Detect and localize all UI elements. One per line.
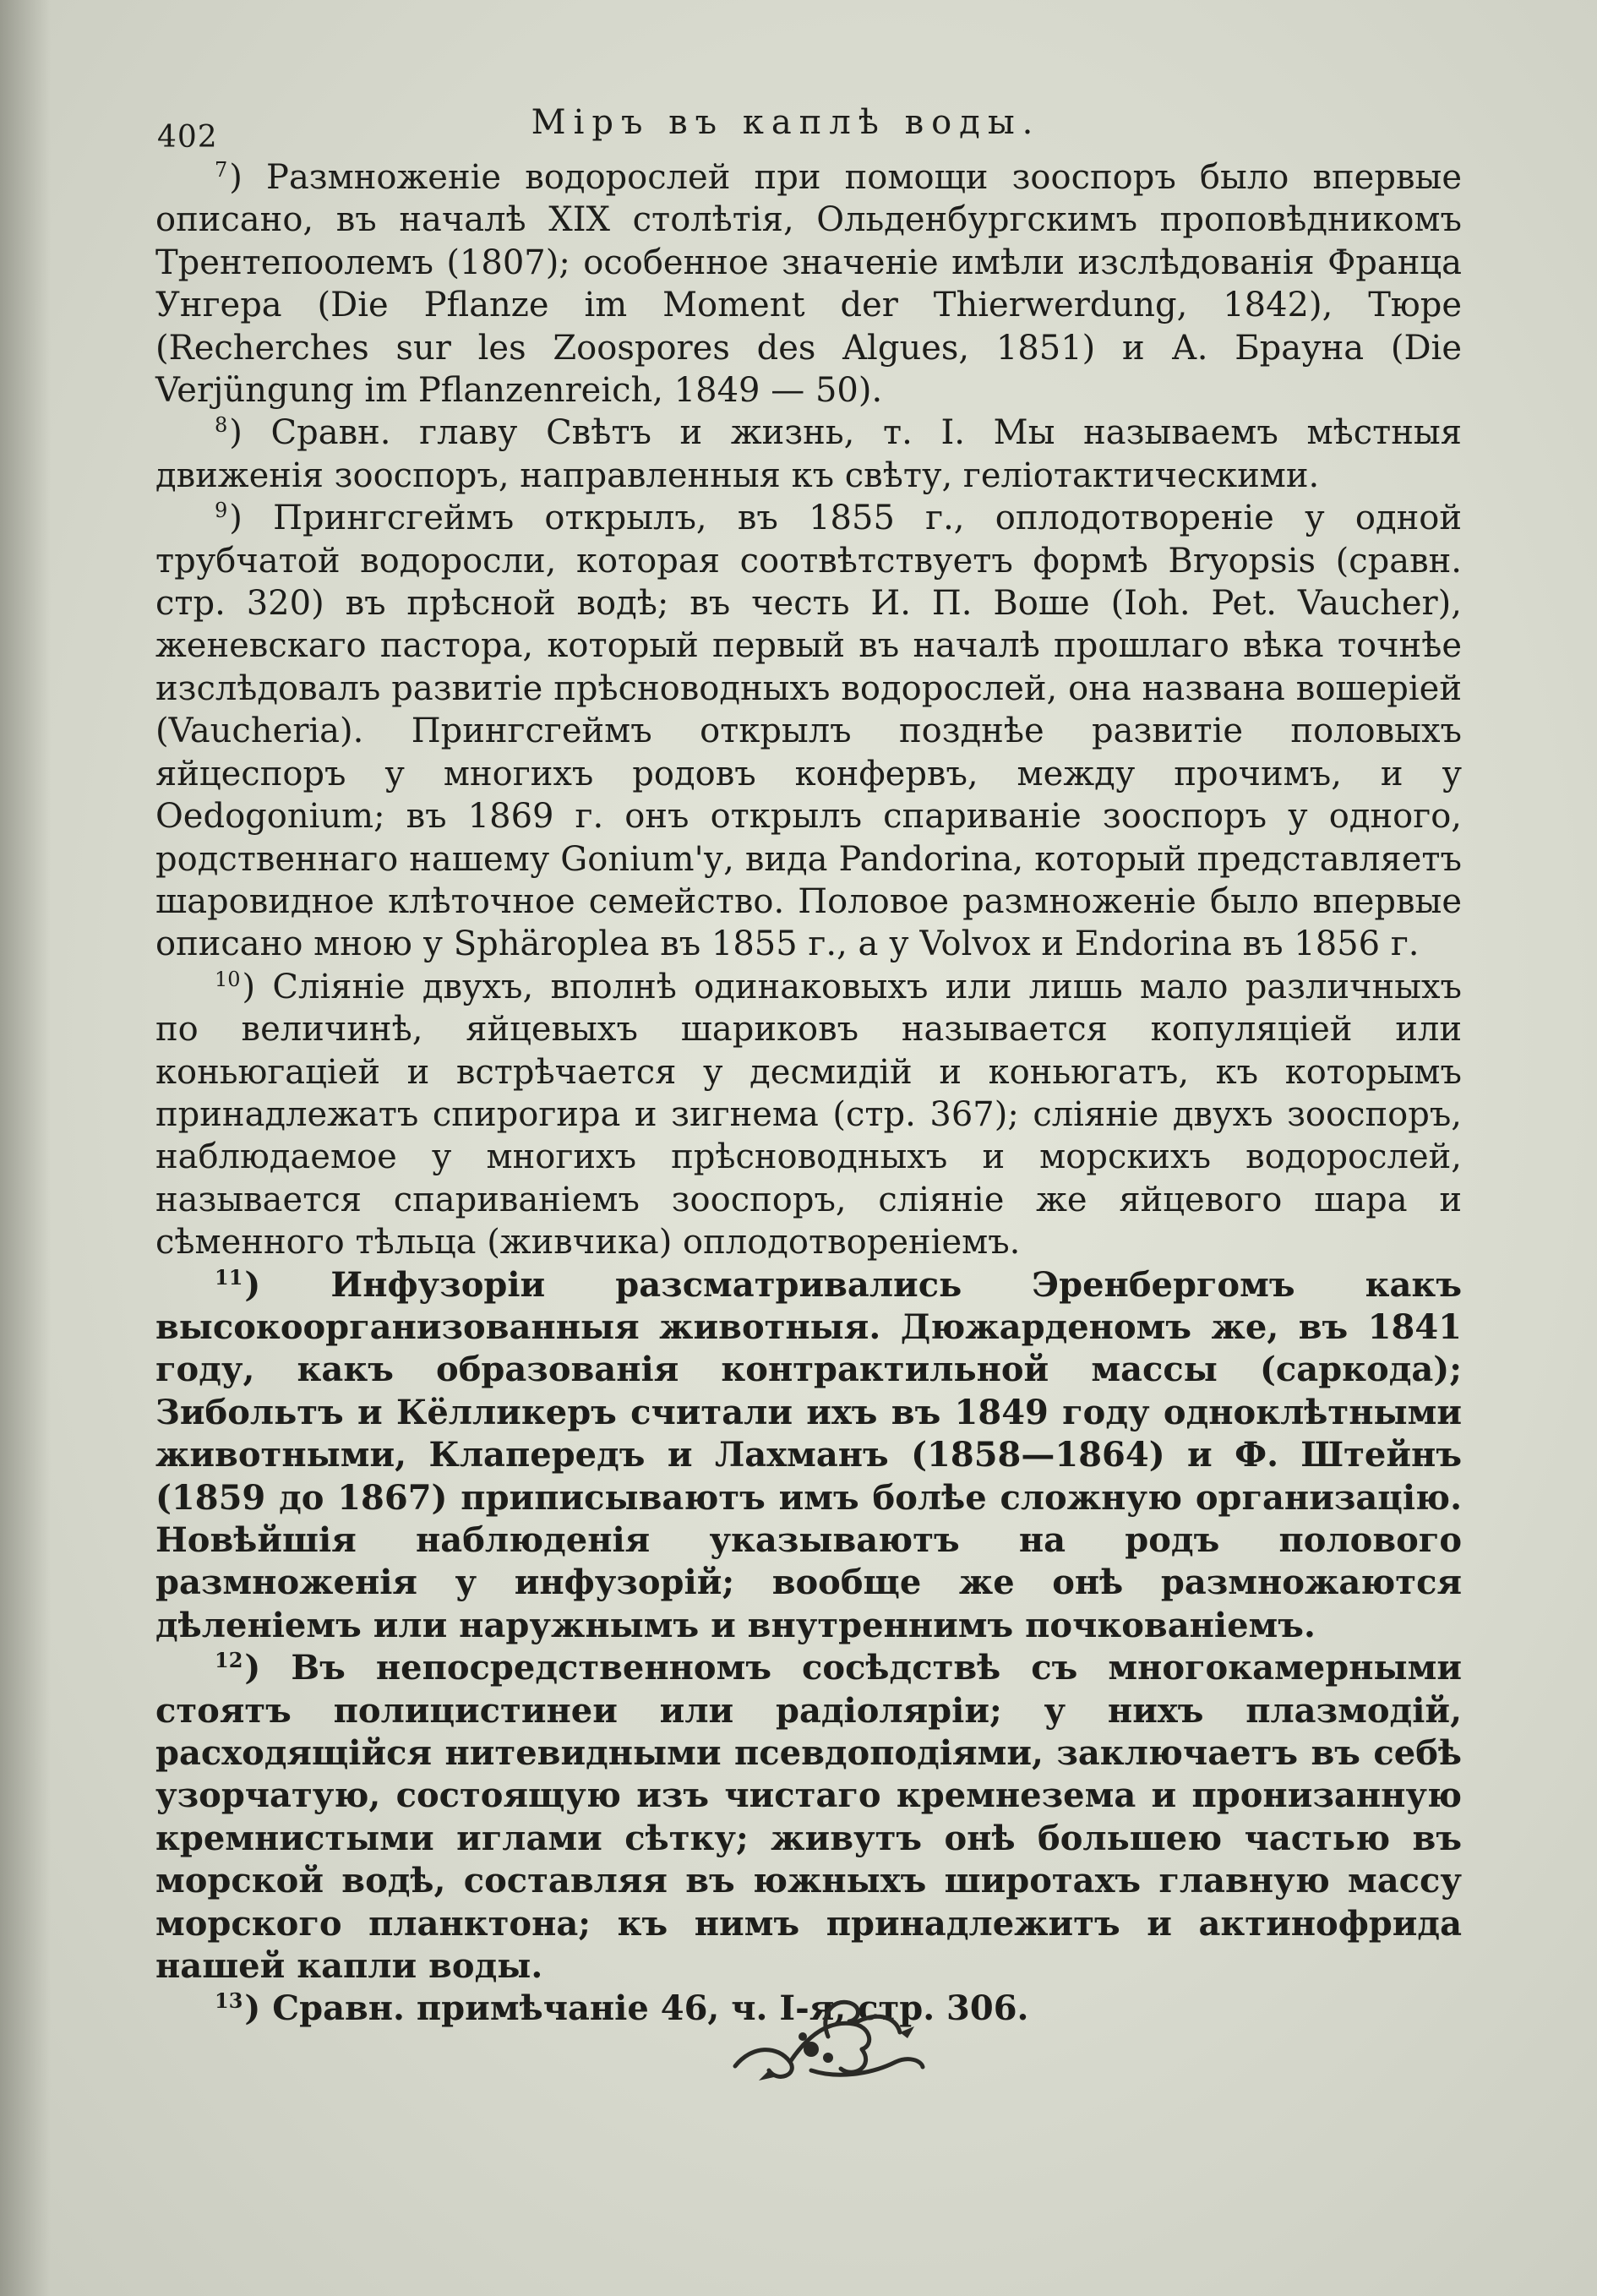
endnote-number: 8 xyxy=(215,413,228,438)
endnote-8 xyxy=(155,412,1462,497)
endnote-10 xyxy=(155,966,1462,1264)
running-title: Міръ въ каплѣ воды. xyxy=(531,103,1041,142)
floral-vignette-icon xyxy=(727,1986,929,2096)
endnote-11 xyxy=(155,1264,1462,1648)
endnote-number: 11 xyxy=(215,1264,243,1290)
endnote-9 xyxy=(155,497,1462,965)
endnote-text: ) Размноженіе водорослей при помощи зооспоръ было впервые описано, въ началѣ XIX столѣтія, Ольденбургскимъ проповѣдникомъ Трентепоолемъ (1807); особенное значеніе имѣли изслѣдованія Франца Унгера (Die Pflanze im Moment der Thierwerdung, 1842), Тюре (Recherches sur les Zoospores des Algues, 1851) и А. Брауна (Die Verjüngung im Pflanzenreich, 1849 — 50). xyxy=(155,158,1462,411)
endnote-number: 9 xyxy=(215,499,228,523)
endnote-7 xyxy=(155,156,1462,412)
endnote-text: ) Сліяніе двухъ, вполнѣ одинаковыхъ или лишь мало различныхъ по величинѣ, яйцевыхъ шариковъ называется копуляціей или коньюгаціей и встрѣчается у десмидій и коньюгатъ, къ которымъ принадлежатъ спирогира и зигнема (стр. 367); сліяніе двухъ зооспоръ, наблюдаемое у многихъ прѣсноводныхъ и морскихъ водорослей, называется спариваніемъ зооспоръ, сліяніе же яйцевого шара и сѣменного тѣльца (живчика) оплодотвореніемъ. xyxy=(155,967,1462,1263)
endnote-number: 10 xyxy=(215,967,241,991)
endnote-text: ) Инфузоріи разсматривались Эренбергомъ какъ высокоорганизованныя животныя. Дюжарденомъ же, въ 1841 году, какъ образованія контрактильной массы (саркода); Зибольтъ и Кёлликеръ считали ихъ въ 1849 году одноклѣтными животными, Клапередъ и Лахманъ (1858—1864) и Ф. Штейнъ (1859 до 1867) приписываютъ имъ болѣе сложную организацію. Новѣйшія наблюденія указываютъ на родъ полового размноженія у инфузорій; вообще же онѣ размножаются дѣленіемъ или наружнымъ и внутреннимъ почкованіемъ. xyxy=(155,1264,1462,1645)
endnote-number: 7 xyxy=(215,158,228,182)
endnote-text: ) Прингсгеймъ открылъ, въ 1855 г., оплодотвореніе у одной трубчатой водоросли, которая соотвѣтствуетъ формѣ Bryopsis (сравн. стр. 320) въ прѣсной водѣ; въ честь И. П. Воше (Ioh. Pet. Vaucher), женевскаго пастора, который первый въ началѣ прошлаго вѣка точнѣе изслѣдовалъ развитіе прѣсноводныхъ водорослей, она названа вошеріей (Vaucheria). Прингсгеймъ открылъ позднѣе развитіе половыхъ яйцеспоръ у многихъ родовъ конфервъ, между прочимъ, и у Oedogonium; въ 1869 г. онъ открылъ спариваніе зооспоръ у одного, родственнаго нашему Gonium'у, вида Pandorina, который представляетъ шаровидное клѣточное семейство. Половое размноженіе было впервые описано мною у Sphäroplea въ 1855 г., а у Volvox и Endorina въ 1856 г. xyxy=(155,499,1462,964)
endnote-number: 13 xyxy=(215,1988,243,2014)
endnotes xyxy=(155,156,1462,2031)
page-number: 402 xyxy=(157,120,218,155)
endnote-text: ) Въ непосредственномъ сосѣдствѣ съ многокамерными стоятъ полицистинеи или радіоляріи; у нихъ плазмодій, расходящійся нитевидными псевдоподіями, заключаетъ въ себѣ узорчатую, состоящую изъ чистаго кремнезема и пронизанную кремнистыми иглами сѣтку; живутъ онѣ большею частью въ морской водѣ, составляя въ южныхъ широтахъ главную массу морского планктона; къ нимъ принадлежитъ и актинофрида нашей капли воды. xyxy=(155,1648,1462,1987)
endnote-text: ) Сравн. примѣчаніе 46, ч. I-я, стр. 306. xyxy=(244,1988,1029,2029)
endnote-text: ) Сравн. главу Свѣтъ и жизнь, т. I. Мы называемъ мѣстныя движенія зооспоръ, направленныя къ свѣту, геліотактическими. xyxy=(155,413,1462,495)
endnote-number: 12 xyxy=(215,1648,243,1673)
endnote-12 xyxy=(155,1647,1462,1988)
